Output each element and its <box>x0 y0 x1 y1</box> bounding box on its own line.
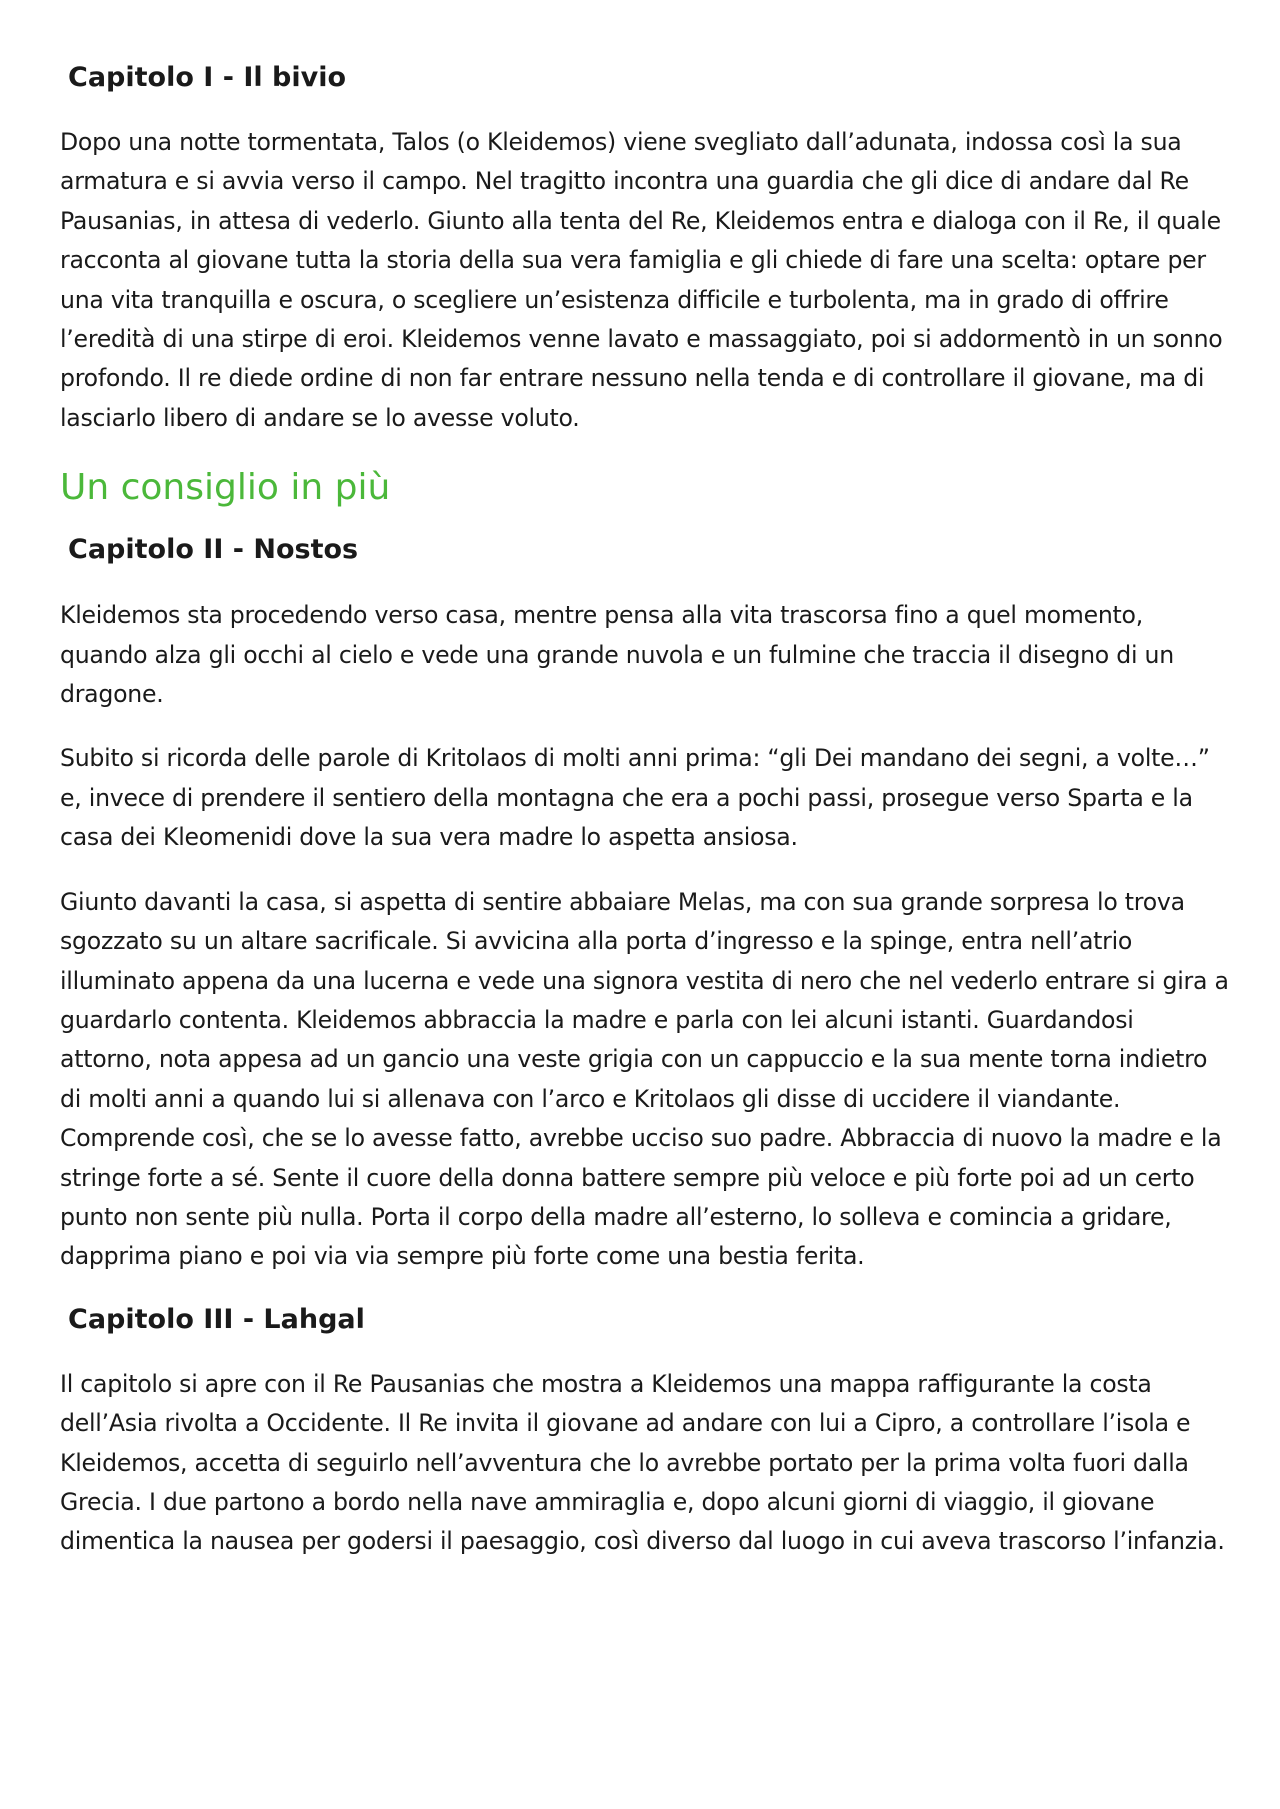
chapter-3-paragraph: Il capitolo si apre con il Re Pausanias che mostra a Kleidemos una mappa raffigurante la costa dell’Asia rivolta a Occidente. Il Re invita il giovane ad andare con lui a Cipro, a controllare l’isola e Kleidemos, accetta di seguirlo nell’avventura che lo avrebbe portato per la prima volta fuori dalla Grecia. I due partono a bordo nella nave ammiraglia e, dopo alcuni giorni di viaggio, il giovane dimentica la nausea per godersi il paesaggio, così diverso dal luogo in cui aveva trascorso l’infanzia. <box>60 1369 1225 1556</box>
document-page <box>60 58 1230 1562</box>
chapter-1-paragraph: Dopo una notte tormentata, Talos (o Kleidemos) viene svegliato dall’adunata, indossa così la sua armatura e si avvia verso il campo. Nel tragitto incontra una guardia che gli dice di andare dal Re Pausanias, in attesa di vederlo. Giunto alla tenta del Re, Kleidemos entra e dialoga con il Re, il quale racconta al giovane tutta la storia della sua vera famiglia e gli chiede di fare una scelta: optare per una vita tranquilla e oscura, o scegliere un’esistenza difficile e turbolenta, ma in grado di offrire l’eredità di una stirpe di eroi. Kleidemos venne lavato e massaggiato, poi si addormentò in un sonno profondo. Il re diede ordine di non far entrare nessuno nella tenda e di controllare il giovane, ma di lasciarlo libero di andare se lo avesse voluto. <box>60 128 1223 432</box>
chapter-2-paragraph-2: Subito si ricorda delle parole di Kritolaos di molti anni prima: “gli Dei mandano dei segni, a volte…” e, invece di prendere il sentiero della montagna che era a pochi passi, prosegue verso Sparta e la casa dei Kleomenidi dove la sua vera madre lo aspetta ansiosa. <box>60 744 1210 852</box>
chapter-2-paragraph-1: Kleidemos sta procedendo verso casa, mentre pensa alla vita trascorsa fino a quel momento, quando alza gli occhi al cielo e vede una grande nuvola e un fulmine che traccia il disegno di un dragone. <box>60 601 1174 709</box>
chapter-3-title: Capitolo III - Lahgal <box>68 1303 365 1335</box>
tip-heading: Un consiglio in più <box>60 467 391 509</box>
chapter-2-paragraph-3: Giunto davanti la casa, si aspetta di sentire abbaiare Melas, ma con sua grande sorpresa lo trova sgozzato su un altare sacrificale. Si avvicina alla porta d’ingresso e la spinge, entra nell’atrio illuminato appena da una lucerna e vede una signora vestita di nero che nel vederlo entrare si gira a guardarlo contenta. Kleidemos abbraccia la madre e parla con lei alcuni istanti. Guardandosi attorno, nota appesa ad un gancio una veste grigia con un cappuccio e la sua mente torna indietro di molti anni a quando lui si allenava con l’arco e Kritolaos gli disse di uccidere il viandante. Comprende così, che se lo avesse fatto, avrebbe ucciso suo padre. Abbraccia di nuovo la madre e la stringe forte a sé. Sente il cuore della donna battere sempre più veloce e più forte poi ad un certo punto non sente più nulla. Porta il corpo della madre all’esterno, lo solleva e comincia a gridare, dapprima piano e poi via via sempre più forte come una bestia ferita. <box>60 887 1229 1271</box>
chapter-2-title: Capitolo II - Nostos <box>68 534 359 566</box>
chapter-1-title: Capitolo I - Il bivio <box>68 62 347 93</box>
